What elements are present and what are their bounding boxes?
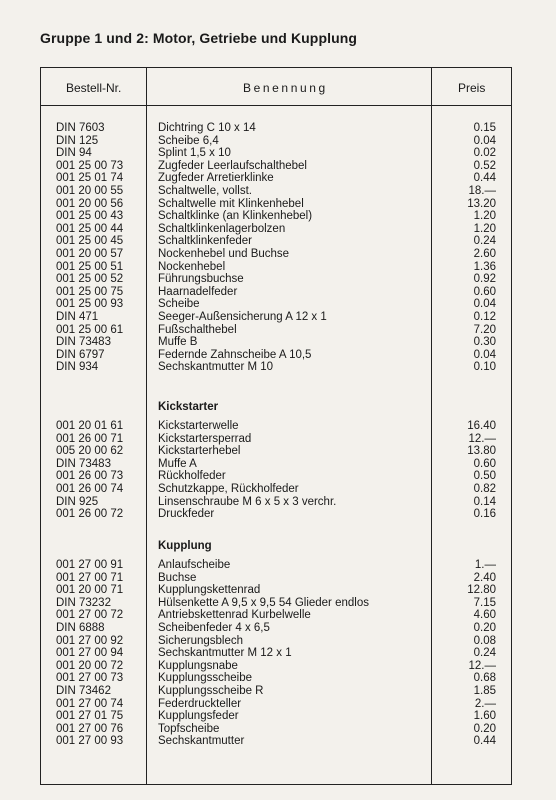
- benennung-cell: Nockenhebel: [158, 260, 226, 273]
- table-row: [41, 324, 511, 337]
- benennung-cell: Kupplungsfeder: [158, 710, 239, 723]
- preis-cell: 4.60: [473, 609, 496, 622]
- table-row: [41, 572, 511, 585]
- benennung-cell: Linsenschraube M 6 x 5 x 3 verchr.: [158, 495, 337, 508]
- bestell-nr-cell: 001 25 00 61: [56, 323, 124, 336]
- bestell-nr-cell: 001 20 01 61: [56, 420, 124, 432]
- benennung-cell: Hülsenkette A 9,5 x 9,5 54 Glieder endlos: [158, 596, 369, 609]
- bestell-nr-cell: 001 20 00 56: [56, 197, 124, 210]
- table-header: [41, 68, 511, 106]
- bestell-nr-cell: 001 27 01 75: [56, 710, 124, 723]
- bestell-nr-cell: 001 20 00 72: [56, 659, 124, 672]
- bestell-nr-cell: 001 20 00 57: [56, 247, 124, 260]
- table-row: [41, 273, 511, 286]
- bestell-nr-cell: 001 27 00 92: [56, 634, 124, 647]
- preis-cell: 16.40: [467, 420, 496, 432]
- preis-cell: 0.04: [473, 298, 496, 311]
- benennung-cell: Scheibe: [158, 298, 200, 311]
- bestell-nr-cell: 001 25 00 45: [56, 235, 124, 248]
- preis-cell: 2.60: [473, 247, 496, 260]
- table-row: [41, 647, 511, 660]
- table-row: [41, 298, 511, 311]
- benennung-cell: Kickstarterwelle: [158, 420, 239, 432]
- preis-cell: 0.68: [473, 672, 496, 685]
- preis-cell: 0.14: [473, 495, 496, 508]
- benennung-cell: Haarnadelfeder: [158, 285, 238, 298]
- section-rows: [41, 559, 511, 748]
- bestell-nr-cell: 001 26 00 71: [56, 432, 124, 445]
- bestell-nr-cell: 001 26 00 74: [56, 482, 124, 495]
- table-row: [41, 433, 511, 446]
- benennung-cell: Scheibenfeder 4 x 6,5: [158, 621, 270, 634]
- benennung-cell: Sicherungsblech: [158, 634, 244, 647]
- benennung-cell: Schutzkappe, Rückholfeder: [158, 482, 299, 495]
- benennung-cell: Muffe B: [158, 336, 198, 349]
- bestell-nr-cell: 001 27 00 73: [56, 672, 124, 685]
- preis-cell: 12.80: [467, 584, 496, 597]
- table-row: [41, 483, 511, 496]
- benennung-cell: Kupplungsscheibe R: [158, 684, 264, 697]
- table-row: [41, 622, 511, 635]
- preis-cell: 0.92: [473, 273, 496, 286]
- benennung-cell: Dichtring C 10 x 14: [158, 122, 256, 134]
- bestell-nr-cell: DIN 6797: [56, 348, 105, 361]
- benennung-cell: Federnde Zahnscheibe A 10,5: [158, 348, 312, 361]
- bestell-nr-cell: DIN 94: [56, 147, 92, 160]
- preis-cell: 0.44: [473, 172, 496, 185]
- parts-table: [40, 67, 512, 785]
- preis-cell: 1.—: [474, 559, 496, 571]
- preis-cell: 7.15: [473, 596, 496, 609]
- header-bestell-nr: Bestell-Nr.: [66, 81, 122, 95]
- table-row: [41, 559, 511, 572]
- preis-cell: 1.20: [473, 210, 496, 223]
- section-motor-getriebe: [41, 122, 511, 374]
- preis-cell: 1.20: [473, 222, 496, 235]
- preis-cell: 0.02: [473, 147, 496, 160]
- table-row: [41, 445, 511, 458]
- table-row: [41, 698, 511, 711]
- preis-cell: 0.82: [473, 482, 496, 495]
- preis-cell: 0.20: [473, 722, 496, 735]
- preis-cell: 0.16: [473, 508, 496, 521]
- benennung-cell: Anlaufscheibe: [158, 559, 231, 571]
- preis-cell: 12.—: [468, 659, 496, 672]
- preis-cell: 0.60: [473, 457, 496, 470]
- table-row: [41, 508, 511, 521]
- section-title-kupplung: Kupplung: [158, 540, 212, 552]
- benennung-cell: Sechskantmutter: [158, 735, 245, 748]
- section-rows: [41, 122, 511, 374]
- benennung-cell: Federdruckteller: [158, 697, 242, 710]
- bestell-nr-cell: 001 25 00 75: [56, 285, 124, 298]
- table-row: [41, 635, 511, 648]
- bestell-nr-cell: DIN 6888: [56, 621, 105, 634]
- preis-cell: 0.08: [473, 634, 496, 647]
- table-row: [41, 185, 511, 198]
- table-row: [41, 597, 511, 610]
- benennung-cell: Druckfeder: [158, 508, 215, 521]
- table-row: [41, 496, 511, 509]
- bestell-nr-cell: 001 25 00 43: [56, 210, 124, 223]
- table-row: [41, 336, 511, 349]
- section-rows: [41, 420, 511, 521]
- table-row: [41, 261, 511, 274]
- benennung-cell: Schaltklinkenlagerbolzen: [158, 222, 286, 235]
- header-preis: Preis: [458, 81, 486, 95]
- benennung-cell: Sechskantmutter M 12 x 1: [158, 647, 292, 660]
- preis-cell: 18.—: [468, 184, 496, 197]
- bestell-nr-cell: 001 20 00 71: [56, 584, 124, 597]
- bestell-nr-cell: 001 26 00 72: [56, 508, 124, 521]
- preis-cell: 0.15: [473, 122, 496, 134]
- table-row: [41, 470, 511, 483]
- table-row: [41, 349, 511, 362]
- benennung-cell: Zugfeder Leerlaufschalthebel: [158, 159, 307, 172]
- preis-cell: 0.52: [473, 159, 496, 172]
- page-title: Gruppe 1 und 2: Motor, Getriebe und Kupplung: [40, 30, 358, 46]
- benennung-cell: Nockenhebel und Buchse: [158, 247, 290, 260]
- table-row: [41, 420, 511, 433]
- preis-cell: 0.04: [473, 134, 496, 147]
- table-row: [41, 160, 511, 173]
- preis-cell: 0.44: [473, 735, 496, 748]
- bestell-nr-cell: DIN 73232: [56, 596, 111, 609]
- bestell-nr-cell: 001 27 00 93: [56, 735, 124, 748]
- table-row: [41, 122, 511, 135]
- bestell-nr-cell: 001 26 00 73: [56, 470, 124, 483]
- benennung-cell: Splint 1,5 x 10: [158, 147, 231, 160]
- bestell-nr-cell: 001 25 00 44: [56, 222, 124, 235]
- preis-cell: 0.10: [473, 361, 496, 374]
- preis-cell: 0.04: [473, 348, 496, 361]
- table-row: [41, 172, 511, 185]
- preis-cell: 0.24: [473, 235, 496, 248]
- table-row: [41, 210, 511, 223]
- bestell-nr-cell: 001 27 00 94: [56, 647, 124, 660]
- bestell-nr-cell: 001 27 00 76: [56, 722, 124, 735]
- table-row: [41, 609, 511, 622]
- preis-cell: 13.80: [467, 445, 496, 458]
- benennung-cell: Schaltwelle, vollst.: [158, 184, 252, 197]
- table-row: [41, 361, 511, 374]
- bestell-nr-cell: 001 25 00 52: [56, 273, 124, 286]
- section-title-kickstarter: Kickstarter: [158, 401, 219, 413]
- benennung-cell: Schaltklinkenfeder: [158, 235, 252, 248]
- bestell-nr-cell: 001 25 00 73: [56, 159, 124, 172]
- benennung-cell: Topfscheibe: [158, 722, 220, 735]
- benennung-cell: Kickstartersperrad: [158, 432, 252, 445]
- benennung-cell: Kupplungsnabe: [158, 659, 238, 672]
- bestell-nr-cell: DIN 471: [56, 310, 99, 323]
- table-row: [41, 584, 511, 597]
- preis-cell: 0.50: [473, 470, 496, 483]
- table-row: [41, 286, 511, 299]
- bestell-nr-cell: 001 25 00 51: [56, 260, 124, 273]
- preis-cell: 0.20: [473, 621, 496, 634]
- benennung-cell: Kickstarterhebel: [158, 445, 241, 458]
- benennung-cell: Sechskantmutter M 10: [158, 361, 274, 374]
- benennung-cell: Führungsbuchse: [158, 273, 244, 286]
- header-benennung: Benennung: [243, 81, 328, 95]
- table-row: [41, 147, 511, 160]
- table-row: [41, 135, 511, 148]
- bestell-nr-cell: 005 20 00 62: [56, 445, 124, 458]
- bestell-nr-cell: DIN 73483: [56, 457, 111, 470]
- preis-cell: 1.36: [473, 260, 496, 273]
- table-row: [41, 223, 511, 236]
- benennung-cell: Antriebskettenrad Kurbelwelle: [158, 609, 311, 622]
- preis-cell: 0.30: [473, 336, 496, 349]
- preis-cell: 13.20: [467, 197, 496, 210]
- table-row: [41, 735, 511, 748]
- benennung-cell: Scheibe 6,4: [158, 134, 219, 147]
- benennung-cell: Kupplungsscheibe: [158, 672, 252, 685]
- bestell-nr-cell: DIN 73483: [56, 336, 111, 349]
- bestell-nr-cell: DIN 925: [56, 495, 99, 508]
- bestell-nr-cell: 001 27 00 72: [56, 609, 124, 622]
- benennung-cell: Fußschalthebel: [158, 323, 237, 336]
- table-row: [41, 723, 511, 736]
- preis-cell: 0.60: [473, 285, 496, 298]
- bestell-nr-cell: 001 27 00 71: [56, 571, 124, 584]
- benennung-cell: Rückholfeder: [158, 470, 226, 483]
- bestell-nr-cell: 001 27 00 74: [56, 697, 124, 710]
- benennung-cell: Kupplungskettenrad: [158, 584, 261, 597]
- bestell-nr-cell: DIN 73462: [56, 684, 111, 697]
- bestell-nr-cell: DIN 934: [56, 361, 99, 374]
- table-row: [41, 311, 511, 324]
- table-row: [41, 685, 511, 698]
- bestell-nr-cell: 001 20 00 55: [56, 184, 124, 197]
- benennung-cell: Seeger-Außensicherung A 12 x 1: [158, 310, 327, 323]
- table-row: [41, 235, 511, 248]
- benennung-cell: Schaltwelle mit Klinkenhebel: [158, 197, 304, 210]
- table-row: [41, 248, 511, 261]
- table-row: [41, 660, 511, 673]
- bestell-nr-cell: DIN 125: [56, 134, 99, 147]
- benennung-cell: Buchse: [158, 571, 197, 584]
- preis-cell: 1.60: [473, 710, 496, 723]
- preis-cell: 2.40: [473, 571, 496, 584]
- preis-cell: 2.—: [474, 697, 496, 710]
- preis-cell: 12.—: [468, 432, 496, 445]
- benennung-cell: Muffe A: [158, 457, 197, 470]
- benennung-cell: Schaltklinke (an Klinkenhebel): [158, 210, 313, 223]
- table-row: [41, 198, 511, 211]
- preis-cell: 7.20: [473, 323, 496, 336]
- bestell-nr-cell: DIN 7603: [56, 122, 105, 134]
- preis-cell: 0.24: [473, 647, 496, 660]
- preis-cell: 0.12: [473, 310, 496, 323]
- bestell-nr-cell: 001 27 00 91: [56, 559, 124, 571]
- bestell-nr-cell: 001 25 00 93: [56, 298, 124, 311]
- table-row: [41, 458, 511, 471]
- table-row: [41, 672, 511, 685]
- table-row: [41, 710, 511, 723]
- preis-cell: 1.85: [473, 684, 496, 697]
- benennung-cell: Zugfeder Arretierklinke: [158, 172, 274, 185]
- bestell-nr-cell: 001 25 01 74: [56, 172, 124, 185]
